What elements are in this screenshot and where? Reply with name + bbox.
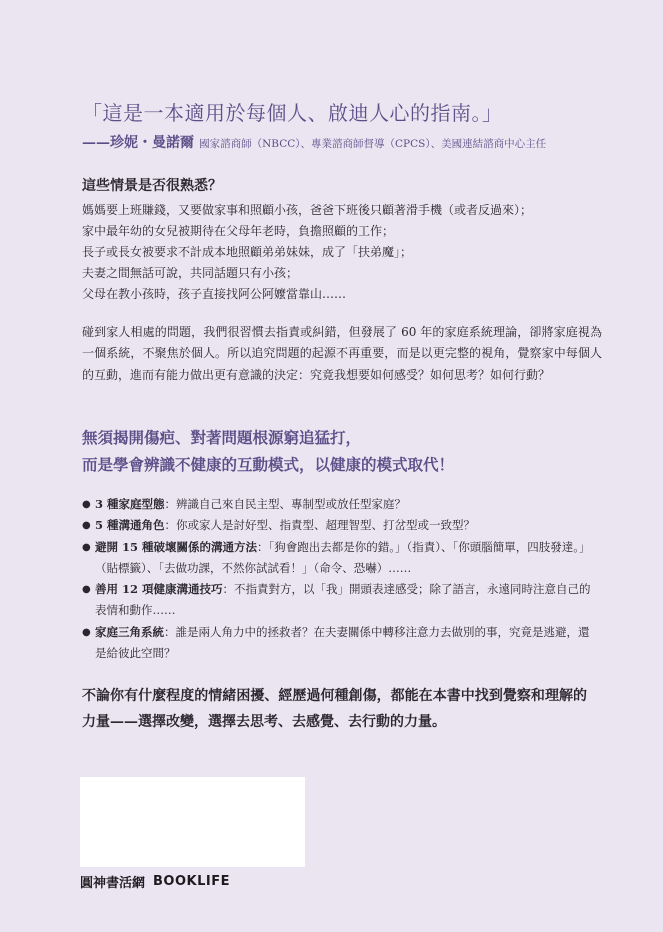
scenario-item: 長子或長女被要求不計成本地照顧弟弟妹妹，成了「扶弟魔」；: [82, 245, 413, 259]
feature-text: ：你或家人是討好型、指責型、超理智型、打岔型或一致型？: [164, 518, 476, 533]
bullet-icon: ●: [82, 584, 91, 596]
body-paragraph: 碰到家人相處的問題，我們很習慣去指責或糾錯，但發展了 60 年的家庭系統理論，卻將家庭視為一個系統，不聚焦於個人。所以追究問題的起源不再重要，而是以更完整的視角，覺察家中每個人的互動，進而有能力做出更有意識的決定：究竟我想要如何感受？如何思考？如何行動？: [82, 325, 602, 382]
headline-line-2: 而是學會辨識不健康的互動模式，以健康的模式取代！: [82, 455, 455, 474]
scenario-item: 媽媽要上班賺錢，又要做家事和照顧小孩，爸爸下班後只顧著滑手機（或者反過來）；: [82, 203, 533, 217]
quote-author-name: ——珍妮・曼諾爾: [82, 135, 194, 151]
bullet-icon: ●: [82, 541, 91, 553]
bullet-icon: ●: [82, 520, 91, 532]
bullet-icon: ●: [82, 499, 91, 510]
headline-line-1: 無須揭開傷疤、對著問題根源窮追猛打，: [82, 428, 362, 447]
scenario-item: 父母在教小孩時，孩子直接找阿公阿嬤當靠山……: [82, 287, 347, 301]
publisher-chinese-name: 圓神書活網: [80, 876, 146, 891]
scenario-item: 家中最年幼的女兒被期待在父母年老時，負擔照顧的工作；: [82, 224, 395, 238]
quote-author-credentials: 國家諮商師（NBCC）、專業諮商師督導（CPCS）、美國連結諮商中心主任: [199, 138, 547, 150]
feature-text: ：誰是兩人角力中的拯救者？在夫妻關係中轉移注意力去做別的事，究竟是逃避，還是給彼此空間？: [95, 624, 590, 661]
feature-highlight: 避開 15 種破壞關係的溝通方法: [95, 539, 258, 554]
feature-item: [82, 622, 594, 665]
scenario-list: [82, 200, 612, 305]
bullet-icon: ●: [82, 626, 91, 638]
feature-highlight: 家庭三角系統: [95, 624, 164, 639]
closing-statement: 不論你有什麼程度的情緒困擾、經歷過何種創傷，都能在本書中找到覺察和理解的力量——選擇改變，選擇去思考、去感覺、去行動的力量。: [82, 688, 587, 730]
publisher-logo: [80, 872, 230, 891]
feature-item: [82, 579, 594, 622]
pull-quote: 「這是一本適用於每個人、啟迪人心的指南。」: [82, 101, 503, 125]
feature-item: [82, 537, 594, 580]
feature-highlight: 善用 12 項健康溝通技巧: [95, 582, 223, 597]
feature-highlight: 5 種溝通角色: [95, 518, 165, 533]
scenario-item: 夫妻之間無話可說，共同話題只有小孩；: [82, 266, 299, 280]
feature-item: [82, 494, 594, 515]
publisher-english-name: BOOKLIFE: [153, 874, 230, 889]
section-question: 這些情景是否很熟悉？: [82, 178, 222, 194]
feature-list: [82, 494, 594, 664]
feature-text: ：「狗會跑出去都是你的錯。」（指責）、「你頭腦簡單，四肢發達。」（貼標籤）、「去做功課，不然你試試看！」（命令、恐嚇）……: [95, 539, 591, 575]
feature-text: ：不指責對方，以「我」開頭表達感受；除了語言，永遠同時注意自己的表情和動作……: [95, 582, 591, 618]
feature-highlight: 3 種家庭型態: [95, 497, 165, 511]
quote-attribution: [82, 132, 652, 154]
barcode-area: [80, 777, 305, 867]
feature-text: ：辨識自己來自民主型、專制型或放任型家庭？: [164, 497, 407, 511]
headline: [82, 424, 602, 478]
feature-item: [82, 515, 594, 536]
